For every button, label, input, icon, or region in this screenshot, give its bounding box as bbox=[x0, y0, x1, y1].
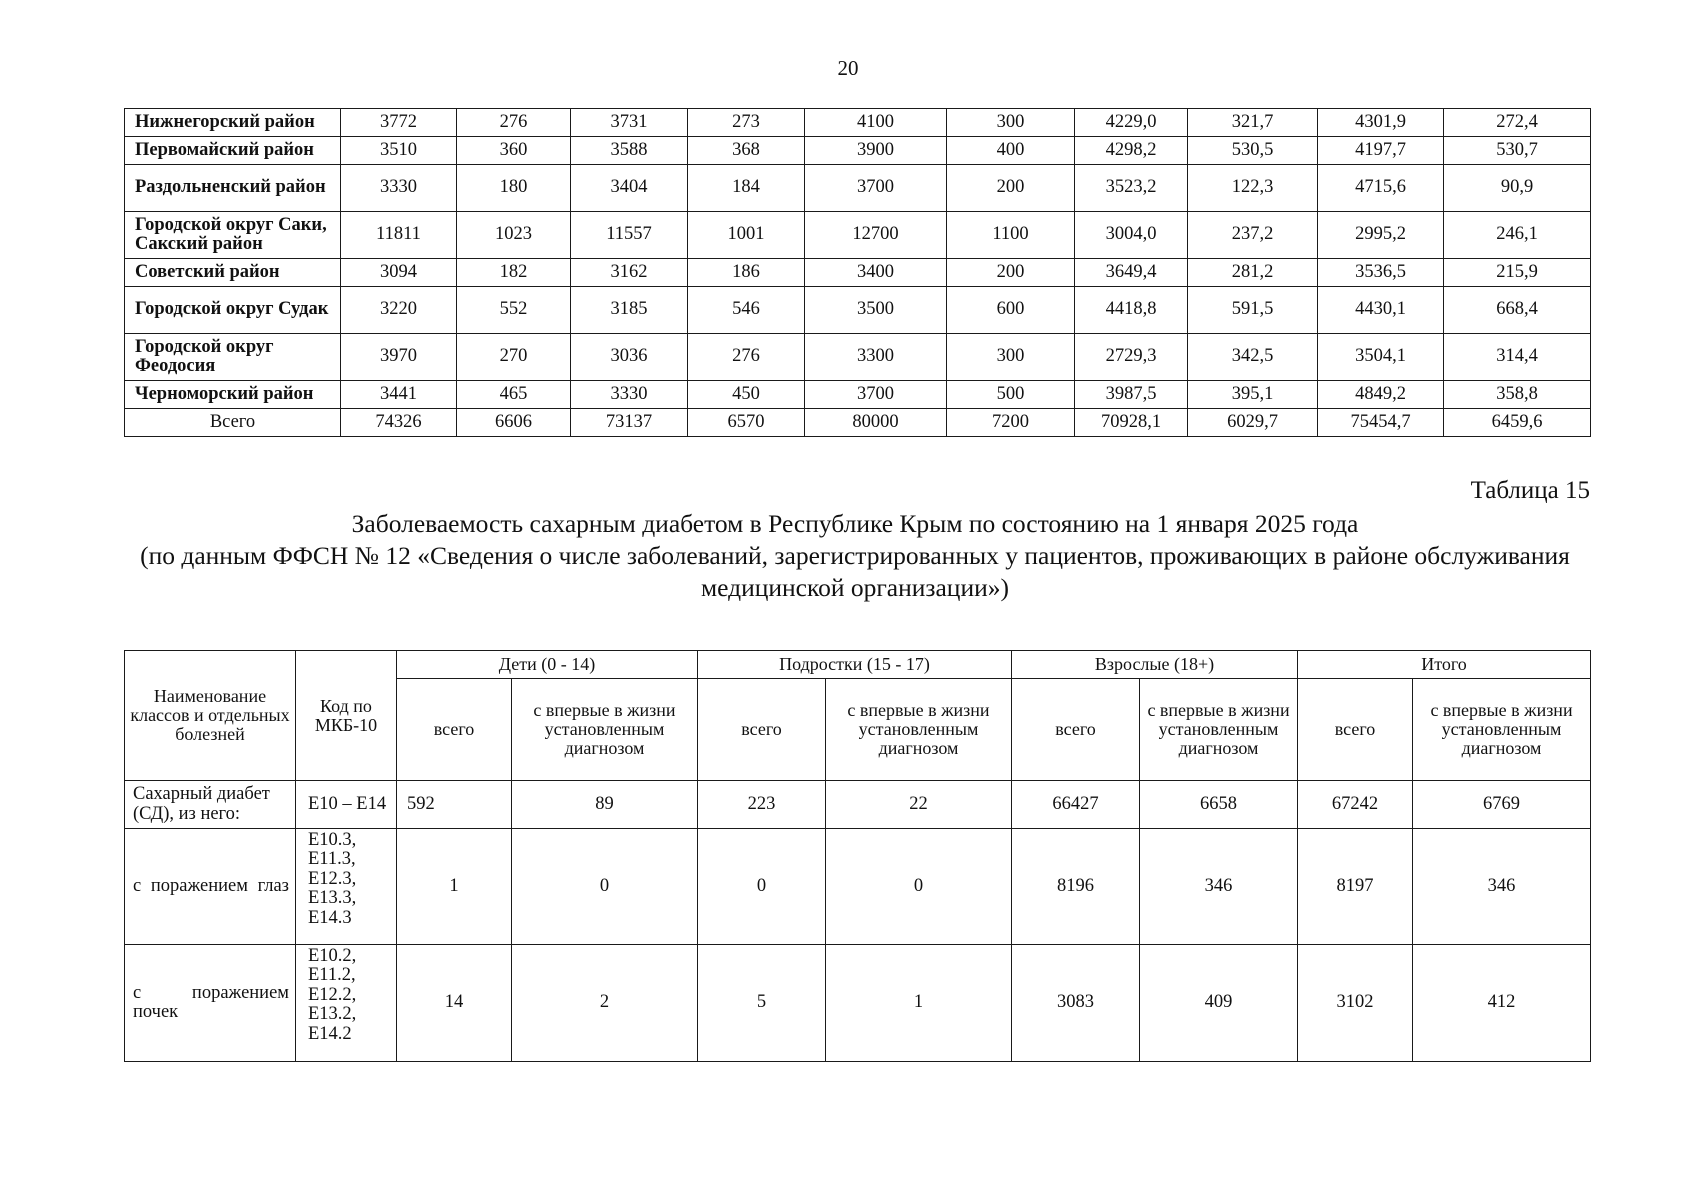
cell: 2 bbox=[512, 945, 698, 1062]
cell: 0 bbox=[826, 829, 1012, 945]
region-name: Городской округ Саки, Сакский район bbox=[125, 212, 341, 259]
cell: 75454,7 bbox=[1318, 409, 1444, 437]
cell: 4298,2 bbox=[1075, 137, 1188, 165]
cell: 1 bbox=[826, 945, 1012, 1062]
header-new-diagnosis: с впервые в жизни установленным диагнозом bbox=[512, 679, 698, 781]
cell: 3185 bbox=[571, 287, 688, 334]
cell: 3162 bbox=[571, 259, 688, 287]
cell: 3441 bbox=[341, 381, 457, 409]
header-group-total: Итого bbox=[1298, 651, 1591, 679]
cell: 1001 bbox=[688, 212, 805, 259]
cell: 270 bbox=[457, 334, 571, 381]
header-new-diagnosis: с впервые в жизни установленным диагнозом bbox=[826, 679, 1012, 781]
cell: 5 bbox=[698, 945, 826, 1062]
cell: 3102 bbox=[1298, 945, 1413, 1062]
cell: 0 bbox=[698, 829, 826, 945]
region-table bbox=[124, 108, 1591, 437]
cell: 122,3 bbox=[1188, 165, 1318, 212]
table-row bbox=[125, 945, 1591, 1062]
cell: 6769 bbox=[1413, 781, 1591, 829]
header-group-children: Дети (0 - 14) bbox=[397, 651, 698, 679]
cell: 3004,0 bbox=[1075, 212, 1188, 259]
cell: 3523,2 bbox=[1075, 165, 1188, 212]
cell: 552 bbox=[457, 287, 571, 334]
cell: 1100 bbox=[947, 212, 1075, 259]
cell: 3400 bbox=[805, 259, 947, 287]
cell: 66427 bbox=[1012, 781, 1140, 829]
cell: 3700 bbox=[805, 381, 947, 409]
cell: 12700 bbox=[805, 212, 947, 259]
header-new-diagnosis: с впервые в жизни установленным диагнозом bbox=[1413, 679, 1591, 781]
cell: 1 bbox=[397, 829, 512, 945]
table-row bbox=[125, 137, 1591, 165]
cell: 668,4 bbox=[1444, 287, 1591, 334]
table-row bbox=[125, 829, 1591, 945]
table-row bbox=[125, 334, 1591, 381]
cell: 4197,7 bbox=[1318, 137, 1444, 165]
table-row bbox=[125, 781, 1591, 829]
cell: 346 bbox=[1140, 829, 1298, 945]
cell: 276 bbox=[688, 334, 805, 381]
region-name: Раздольненский район bbox=[125, 165, 341, 212]
header-icd-code: Код по МКБ-10 bbox=[296, 651, 397, 781]
cell: 186 bbox=[688, 259, 805, 287]
cell: 3588 bbox=[571, 137, 688, 165]
cell: 215,9 bbox=[1444, 259, 1591, 287]
cell: 3300 bbox=[805, 334, 947, 381]
cell: 360 bbox=[457, 137, 571, 165]
table-row bbox=[125, 109, 1591, 137]
cell: 530,7 bbox=[1444, 137, 1591, 165]
header-group-teens: Подростки (15 - 17) bbox=[698, 651, 1012, 679]
cell: 358,8 bbox=[1444, 381, 1591, 409]
cell: 281,2 bbox=[1188, 259, 1318, 287]
cell: 4100 bbox=[805, 109, 947, 137]
cell: 4301,9 bbox=[1318, 109, 1444, 137]
cell: 400 bbox=[947, 137, 1075, 165]
icd-code: E10.3, E11.3, E12.3, E13.3, E14.3 bbox=[296, 829, 397, 945]
cell: 73137 bbox=[571, 409, 688, 437]
diabetes-table bbox=[124, 650, 1591, 1062]
table-row bbox=[125, 381, 1591, 409]
header-total: всего bbox=[698, 679, 826, 781]
page-number: 20 bbox=[837, 56, 859, 80]
cell: 74326 bbox=[341, 409, 457, 437]
cell: 3700 bbox=[805, 165, 947, 212]
cell: 530,5 bbox=[1188, 137, 1318, 165]
cell: 412 bbox=[1413, 945, 1591, 1062]
cell: 300 bbox=[947, 109, 1075, 137]
table-row bbox=[125, 165, 1591, 212]
header-new-diagnosis: с впервые в жизни установленным диагнозом bbox=[1140, 679, 1298, 781]
cell: 90,9 bbox=[1444, 165, 1591, 212]
header-group-adults: Взрослые (18+) bbox=[1012, 651, 1298, 679]
cell: 3731 bbox=[571, 109, 688, 137]
cell: 273 bbox=[688, 109, 805, 137]
cell: 272,4 bbox=[1444, 109, 1591, 137]
region-name: Черноморский район bbox=[125, 381, 341, 409]
header-total: всего bbox=[397, 679, 512, 781]
region-name: Городской округ Феодосия bbox=[125, 334, 341, 381]
cell: 6570 bbox=[688, 409, 805, 437]
cell: 200 bbox=[947, 259, 1075, 287]
cell: 4430,1 bbox=[1318, 287, 1444, 334]
cell: 180 bbox=[457, 165, 571, 212]
cell: 0 bbox=[512, 829, 698, 945]
region-name: Первомайский район bbox=[125, 137, 341, 165]
cell: 3970 bbox=[341, 334, 457, 381]
cell: 184 bbox=[688, 165, 805, 212]
cell: 300 bbox=[947, 334, 1075, 381]
region-name: Нижнегорский район bbox=[125, 109, 341, 137]
disease-name: с поражением почек bbox=[125, 945, 296, 1062]
cell: 3330 bbox=[341, 165, 457, 212]
cell: 3536,5 bbox=[1318, 259, 1444, 287]
cell: 6658 bbox=[1140, 781, 1298, 829]
cell: 7200 bbox=[947, 409, 1075, 437]
cell: 314,4 bbox=[1444, 334, 1591, 381]
table-row bbox=[125, 287, 1591, 334]
cell: 3900 bbox=[805, 137, 947, 165]
table-title bbox=[120, 508, 1590, 604]
icd-code: E10 – E14 bbox=[296, 781, 397, 829]
table-row bbox=[125, 212, 1591, 259]
cell: 4715,6 bbox=[1318, 165, 1444, 212]
cell: 450 bbox=[688, 381, 805, 409]
table-row bbox=[125, 259, 1591, 287]
cell: 368 bbox=[688, 137, 805, 165]
cell: 200 bbox=[947, 165, 1075, 212]
cell: 3504,1 bbox=[1318, 334, 1444, 381]
cell: 4229,0 bbox=[1075, 109, 1188, 137]
table-row-total bbox=[125, 409, 1591, 437]
cell: 3220 bbox=[341, 287, 457, 334]
cell: 11557 bbox=[571, 212, 688, 259]
header-row bbox=[125, 651, 1591, 679]
header-total: всего bbox=[1298, 679, 1413, 781]
cell: 8197 bbox=[1298, 829, 1413, 945]
cell: 3649,4 bbox=[1075, 259, 1188, 287]
cell: 6459,6 bbox=[1444, 409, 1591, 437]
icd-code: E10.2, E11.2, E12.2, E13.2, E14.2 bbox=[296, 945, 397, 1062]
cell: 8196 bbox=[1012, 829, 1140, 945]
header-disease-name: Наименование классов и отдельных болезней bbox=[125, 651, 296, 781]
cell: 3083 bbox=[1012, 945, 1140, 1062]
cell: 546 bbox=[688, 287, 805, 334]
cell: 346 bbox=[1413, 829, 1591, 945]
cell: 223 bbox=[698, 781, 826, 829]
cell: 409 bbox=[1140, 945, 1298, 1062]
cell: 246,1 bbox=[1444, 212, 1591, 259]
cell: 500 bbox=[947, 381, 1075, 409]
cell: 465 bbox=[457, 381, 571, 409]
cell: 3987,5 bbox=[1075, 381, 1188, 409]
total-label: Всего bbox=[125, 409, 341, 437]
header-total: всего bbox=[1012, 679, 1140, 781]
cell: 2729,3 bbox=[1075, 334, 1188, 381]
cell: 3094 bbox=[341, 259, 457, 287]
cell: 22 bbox=[826, 781, 1012, 829]
cell: 11811 bbox=[341, 212, 457, 259]
cell: 67242 bbox=[1298, 781, 1413, 829]
disease-name: Сахарный диабет (СД), из него: bbox=[125, 781, 296, 829]
cell: 6606 bbox=[457, 409, 571, 437]
cell: 1023 bbox=[457, 212, 571, 259]
cell: 342,5 bbox=[1188, 334, 1318, 381]
cell: 395,1 bbox=[1188, 381, 1318, 409]
region-name: Городской округ Судак bbox=[125, 287, 341, 334]
table-title-line: Заболеваемость сахарным диабетом в Республике Крым по состоянию на 1 января 2025 года bbox=[351, 509, 1359, 538]
cell: 4849,2 bbox=[1318, 381, 1444, 409]
cell: 3510 bbox=[341, 137, 457, 165]
cell: 182 bbox=[457, 259, 571, 287]
cell: 3772 bbox=[341, 109, 457, 137]
cell: 3330 bbox=[571, 381, 688, 409]
cell: 276 bbox=[457, 109, 571, 137]
cell: 3500 bbox=[805, 287, 947, 334]
disease-name: с поражением глаз bbox=[125, 829, 296, 945]
cell: 591,5 bbox=[1188, 287, 1318, 334]
cell: 2995,2 bbox=[1318, 212, 1444, 259]
cell: 3036 bbox=[571, 334, 688, 381]
cell: 3404 bbox=[571, 165, 688, 212]
cell: 600 bbox=[947, 287, 1075, 334]
cell: 70928,1 bbox=[1075, 409, 1188, 437]
cell: 321,7 bbox=[1188, 109, 1318, 137]
cell: 592 bbox=[397, 781, 512, 829]
table-subtitle: (по данным ФФСН № 12 «Сведения о числе заболеваний, зарегистрированных у пациентов, проживающих в районе обслуживания медицинской организации») bbox=[140, 541, 1570, 602]
cell: 80000 bbox=[805, 409, 947, 437]
region-name: Советский район bbox=[125, 259, 341, 287]
cell: 6029,7 bbox=[1188, 409, 1318, 437]
cell: 89 bbox=[512, 781, 698, 829]
cell: 14 bbox=[397, 945, 512, 1062]
cell: 4418,8 bbox=[1075, 287, 1188, 334]
table-number-label: Таблица 15 bbox=[1470, 477, 1590, 504]
cell: 237,2 bbox=[1188, 212, 1318, 259]
